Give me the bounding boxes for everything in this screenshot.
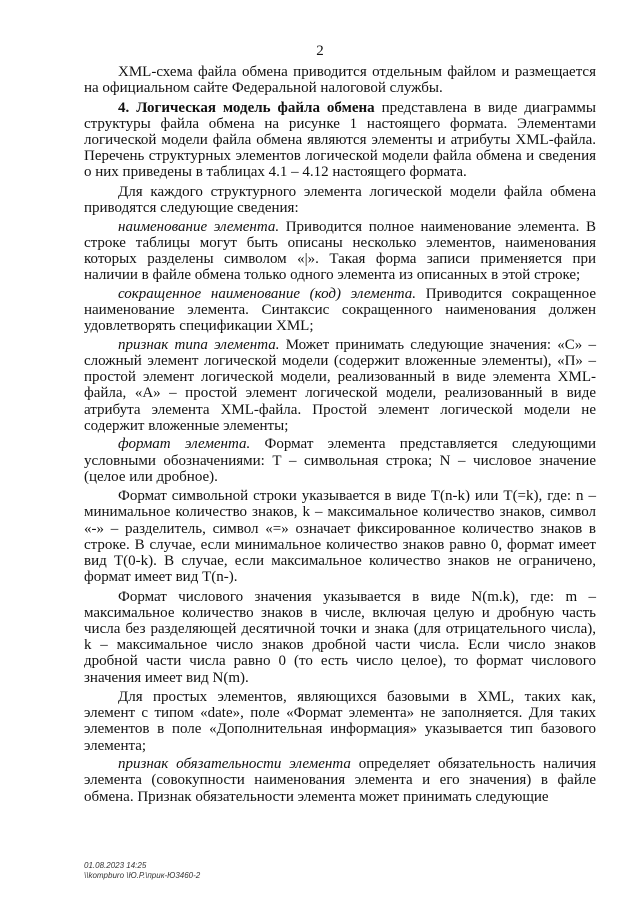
paragraph-element-format (84, 436, 596, 485)
text-element-format: Формат элемента представляется следующими условными обозначениями: Т – символьная строка; N – числовое значение (целое или дробное). (84, 436, 596, 485)
term-element-format: формат элемента. (118, 436, 251, 453)
paragraph-base-elements: Для простых элементов, являющихся базовыми в XML, таких как, элемент с типом «date», поле «Формат элемента» не заполняется. Для таких элементов в поле «Дополнительная информация» указывается тип базового элемента; (84, 689, 596, 754)
document-footer (84, 861, 200, 881)
paragraph-number-format: Формат числового значения указывается в виде N(m.k), где: m – максимальное количество знаков в числе, включая целую и дробную часть числа без разделяющей десятичной точки и знака (для отрицательного числа), k – максимальное число знаков дробной части числа. Если число знаков дробной части числа равно 0 (то есть число целое), то формат числового значения имеет вид N(m). (84, 588, 596, 686)
paragraph-string-format: Формат символьной строки указывается в виде T(n-k) или T(=k), где: n – минимальное количество знаков, k – максимальное количество знаков, символ «-» – разделитель, символ «=» означает фиксированное количество знаков в строке. В случае, если минимальное количество знаков равно 0, формат имеет вид T(0-k). В случае, если максимальное количество знаков не ограничено, формат имеет вид T(n-). (84, 488, 596, 586)
paragraph-element-type (84, 337, 596, 434)
term-element-mandatory: признак обязательности элемента (118, 756, 351, 773)
paragraph-element-code (84, 286, 596, 335)
page-number: 2 (316, 43, 324, 59)
text-element-mandatory: определяет обязательность наличия элемента (совокупности наименования элемента и его значения) в файле обмена. Признак обязательности элемента может принимать следующие (84, 756, 596, 805)
footer-file-path: \\kompburo \Ю.Р.\прик-Ю3460-2 (84, 871, 201, 880)
paragraph-logical-model (84, 100, 596, 181)
text-element-code: Приводится сокращенное наименование элемента. Синтаксис сокращенного наименования должен удовлетворять спецификации XML; (84, 285, 596, 335)
term-element-name: наименование элемента. (118, 218, 280, 235)
text-element-type: Может принимать следующие значения: «С» – сложный элемент логической модели (содержит вложенные элементы), «П» – простой элемент логической модели, реализованный в виде элемента XML-файла, «А» – простой элемент логической модели, реализованный в виде атрибута элемента XML-файла. Простой элемент логической модели не содержит вложенные элементы; (84, 336, 596, 434)
paragraph-xml-schema: XML-схема файла обмена приводится отдельным файлом и размещается на официальном сайте Федеральной налоговой службы. (84, 64, 596, 97)
term-element-code: сокращенное наименование (код) элемента. (118, 285, 417, 302)
paragraph-element-info-intro: Для каждого структурного элемента логической модели файла обмена приводятся следующие сведения: (84, 183, 596, 216)
text-element-name: Приводится полное наименование элемента. В строке таблицы могут быть описаны несколько элементов, наименования которых разделены символом «|». Такая форма записи применяется при наличии в файле обмена только одного элемента из описанных в этой строке; (84, 218, 596, 284)
paragraph-element-mandatory (84, 756, 596, 805)
paragraph-logical-model-heading: 4. Логическая модель файла обмена (118, 99, 375, 116)
footer-timestamp: 01.08.2023 14:25 (84, 861, 147, 870)
paragraph-element-name (84, 219, 596, 284)
document-body (84, 64, 596, 807)
paragraph-logical-model-text: представлена в виде диаграммы структуры файла обмена на рисунке 1 настоящего формата. Элементами логической модели файла обмена являются элементы и атрибуты XML-файла. Перечень структурных элементов логической модели файла обмена и сведения о них приведены в таблицах 4.1 – 4.12 настоящего формата. (84, 99, 596, 181)
term-element-type: признак типа элемента. (118, 336, 280, 353)
